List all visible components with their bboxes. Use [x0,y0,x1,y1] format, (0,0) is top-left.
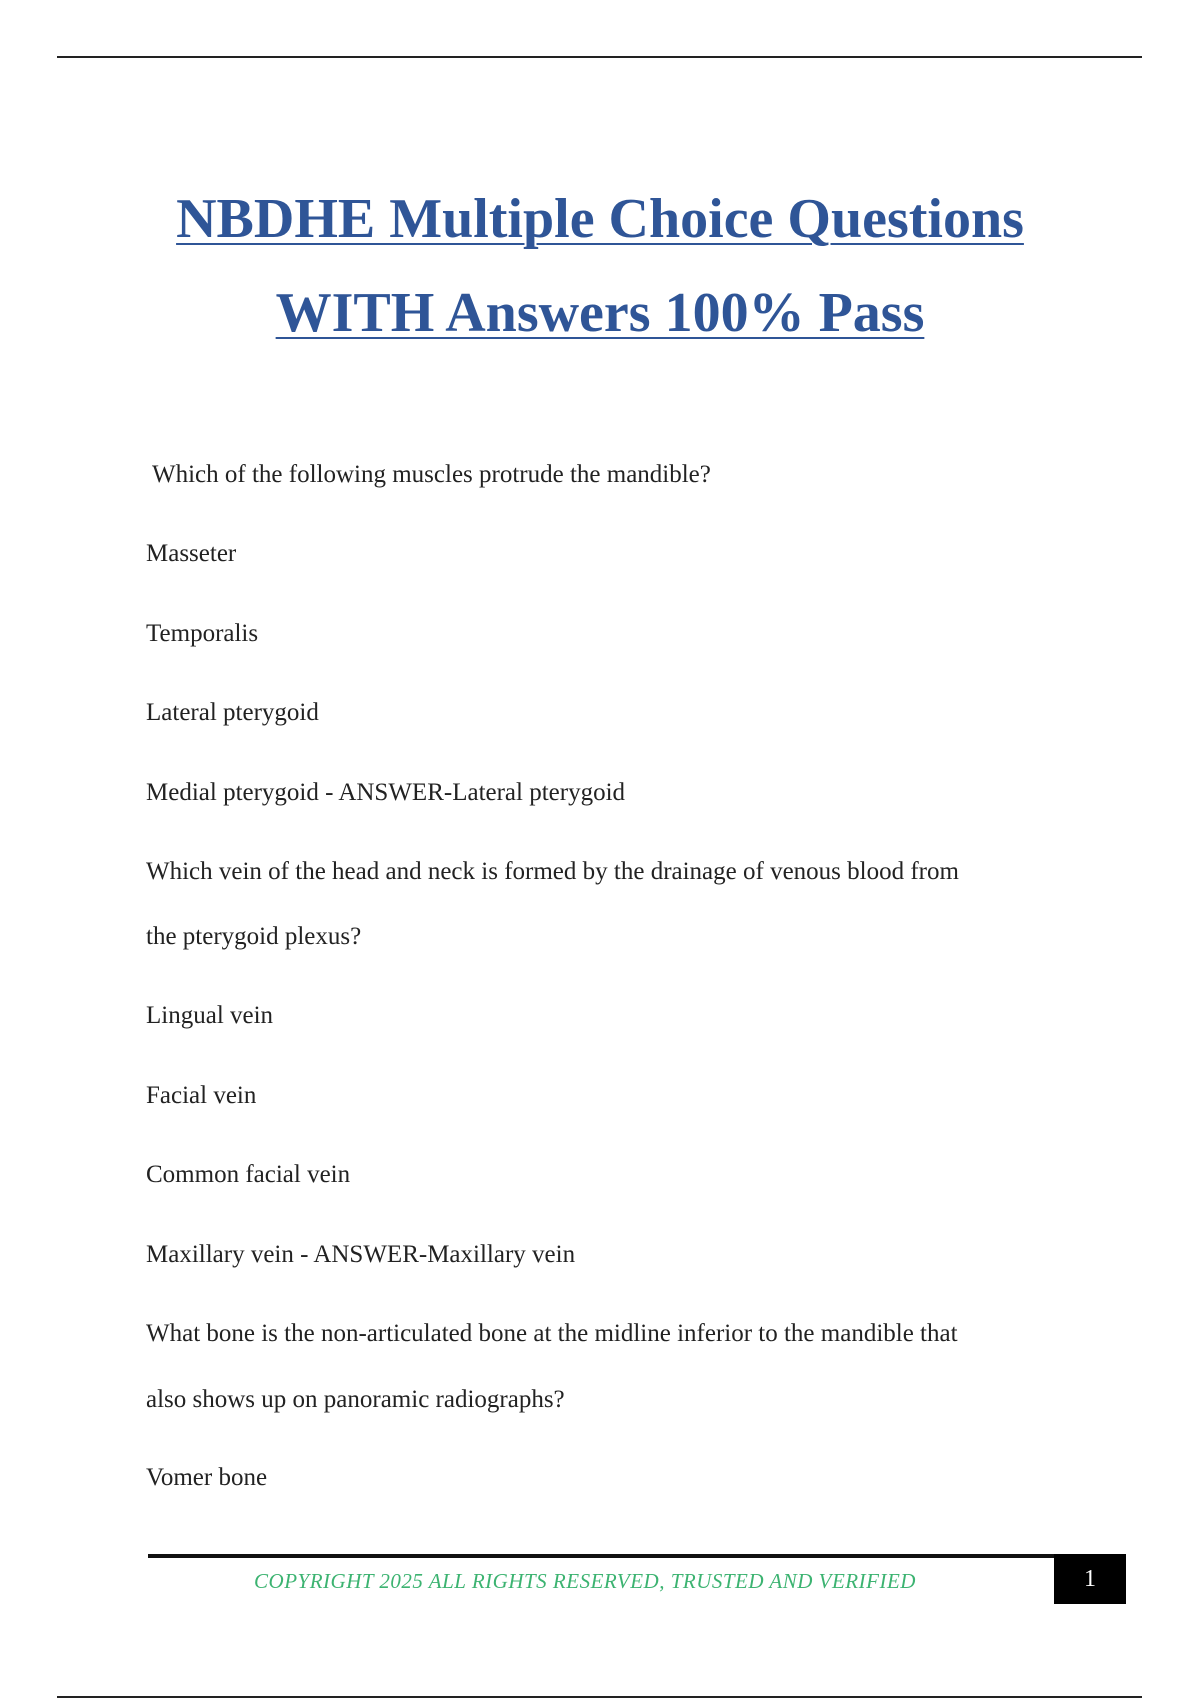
header-rule [57,56,1142,58]
option-medial-pterygoid-answer: Medial pterygoid - ANSWER-Lateral pterygoid [146,779,626,806]
question-2-line-1: Which vein of the head and neck is formed by the drainage of venous blood from [146,858,959,885]
option-vomer-bone: Vomer bone [146,1464,268,1491]
option-masseter: Masseter [146,540,237,567]
bottom-rule [57,1696,1142,1698]
option-temporalis: Temporalis [146,620,259,647]
option-maxillary-vein-answer: Maxillary vein - ANSWER-Maxillary vein [146,1241,576,1268]
question-2-line-2: the pterygoid plexus? [146,923,362,950]
question-3-line-1: What bone is the non-articulated bone at the midline inferior to the mandible that [146,1320,958,1347]
footer-rule [148,1554,1054,1558]
title-line-1: NBDHE Multiple Choice Questions [176,188,1024,250]
option-facial-vein: Facial vein [146,1082,257,1109]
title-line-2: WITH Answers 100% Pass [275,282,925,344]
page-number: 1 [1054,1554,1126,1604]
question-3-line-2: also shows up on panoramic radiographs? [146,1386,565,1413]
option-lateral-pterygoid: Lateral pterygoid [146,699,319,726]
question-1: Which of the following muscles protrude the mandible? [152,461,711,488]
option-lingual-vein: Lingual vein [146,1002,274,1029]
document-title [100,172,1100,360]
footer-copyright: COPYRIGHT 2025 ALL RIGHTS RESERVED, TRUSTED AND VERIFIED [254,1569,916,1593]
option-common-facial-vein: Common facial vein [146,1161,351,1188]
